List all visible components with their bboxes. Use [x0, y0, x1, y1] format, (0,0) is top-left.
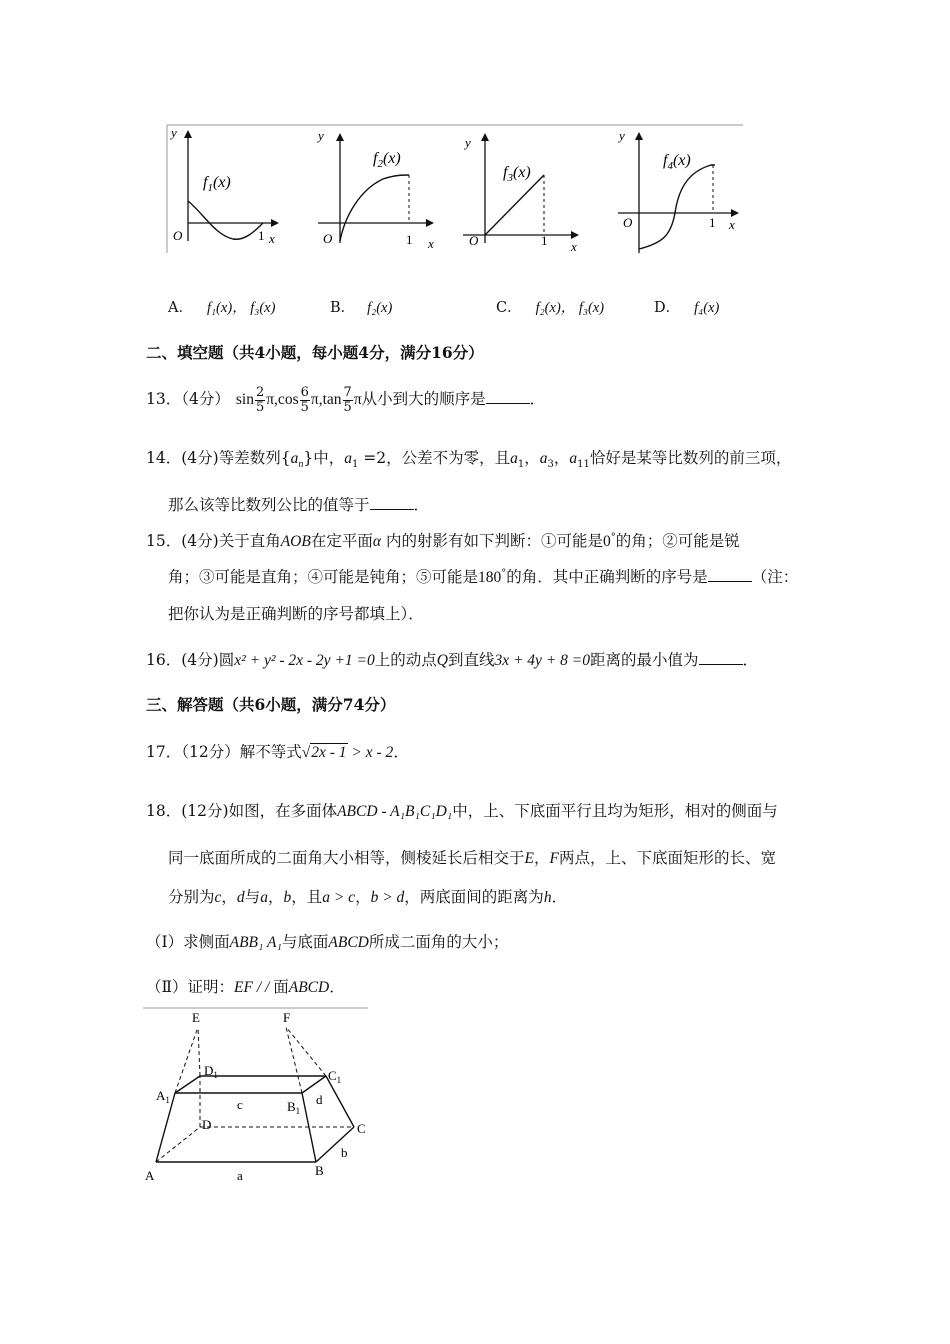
question-15-line2: 角；③可能是直角；④可能是钝角；⑤可能是180°的角．其中正确判断的序号是 （注：	[168, 567, 799, 586]
vertex-c1-label: $C_1$	[328, 1068, 342, 1085]
polyhedron-figure	[140, 1005, 380, 1190]
x-axis-label: x	[729, 217, 735, 232]
graph-f1	[169, 125, 279, 246]
vertex-b1-label: $B_1$	[287, 1099, 301, 1116]
f3-label: $f_3(x)$	[503, 164, 531, 184]
section-solutions-title: 三、解答题（共6小题，满分74分）	[146, 695, 396, 714]
f4-label: $f_4(x)$	[663, 152, 691, 172]
option-a: A． f₁(x)， f₃(x)	[168, 300, 276, 316]
vertex-d-label: D	[202, 1117, 212, 1132]
function-graphs-figure	[163, 123, 747, 258]
y-axis-label: y	[171, 125, 177, 140]
question-17: 17．（12分）解不等式√2x - 1 > x - 2．	[146, 743, 409, 761]
vertex-f-label: F	[283, 1010, 291, 1025]
edge-d-label: d	[316, 1092, 323, 1107]
answer-blank	[708, 567, 752, 582]
vertex-c-label: C	[357, 1121, 366, 1136]
x-axis-label: x	[571, 239, 577, 254]
origin-label: O	[323, 231, 333, 246]
question-15: 15．(4分)关于直角AOB在定平面α 内的射影有如下判断：①可能是0°的角；②可能是锐	[146, 531, 740, 550]
tick-one-label: 1	[541, 233, 548, 248]
y-axis-label: y	[318, 128, 324, 143]
graph-f2	[316, 128, 434, 251]
f1-label: $f_1(x)$	[203, 174, 231, 194]
edge-a-label: a	[237, 1168, 243, 1183]
tick-one-label: 1	[258, 228, 265, 243]
answer-blank	[486, 389, 530, 404]
vertex-d1-label: $D_1$	[204, 1063, 218, 1080]
question-16: 16．(4分)圆x² + y² - 2x - 2y +1 =0上的动点Q到直线3x + 4y + 8 =0距离的最小值为 ．	[146, 651, 759, 669]
option-d: D． f₄(x)	[654, 300, 720, 316]
answer-blank	[370, 495, 414, 510]
origin-label: O	[173, 228, 183, 243]
x-axis-label: x	[269, 231, 275, 246]
edge-b-label: b	[341, 1145, 348, 1160]
question-18-line3: 分别为c，d与a，b，且a > c，b > d，两底面间的距离为h．	[168, 888, 568, 906]
vertex-b-label: B	[315, 1163, 324, 1178]
section-fill-in-title: 二、填空题（共4小题，每小题4分，满分16分）	[146, 343, 484, 362]
tick-one-label: 1	[709, 215, 716, 230]
x-axis-label: x	[428, 236, 434, 251]
question-13: 13．（4分） sin $\frac{2}{5}$ π,cos $\frac{6}{5}$ π,tan $\frac{7}{5}$ π从小到大的顺序是 ．	[146, 384, 546, 415]
question-18-part1: （Ⅰ）求侧面ABB₁ A₁与底面ABCD所成二面角的大小；	[146, 933, 509, 951]
origin-label: O	[469, 233, 479, 248]
option-b: B． f₂(x)	[330, 300, 393, 316]
vertex-a-label: A	[145, 1168, 155, 1183]
question-18-part2: （Ⅱ）证明：EF / / 面ABCD．	[146, 978, 345, 996]
origin-label: O	[623, 215, 633, 230]
edge-c-label: c	[237, 1097, 243, 1112]
question-15-line3: 把你认为是正确判断的序号都填上）．	[168, 605, 424, 623]
vertex-e-label: E	[192, 1010, 200, 1025]
question-14: 14．(4分)等差数列$\{a_n\}$中，$a_1 =2$，公差不为零，且$a_1$，$a_3$，$a_{11}$恰好是某等比数列的前三项，	[146, 449, 792, 471]
y-axis-label: y	[619, 128, 625, 143]
tick-one-label: 1	[406, 232, 413, 247]
graph-f4	[617, 128, 739, 253]
vertex-a1-label: $A_1$	[156, 1088, 170, 1105]
graph-f3	[463, 133, 579, 254]
f2-label: $f_2(x)$	[373, 150, 401, 170]
question-14-line2: 那么该等比数列公比的值等于 ．	[168, 496, 430, 514]
answer-blank	[699, 650, 743, 665]
question-18-line2: 同一底面所成的二面角大小相等，侧棱延长后相交于E，F两点，上、下底面矩形的长、宽	[168, 849, 776, 867]
question-18: 18．(12分)如图，在多面体ABCD - A₁B₁C₁D₁中，上、下底面平行且均为矩形，相对的侧面与	[146, 802, 778, 820]
y-axis-label: y	[465, 135, 471, 150]
option-c: C． f₂(x)， f₃(x)	[496, 300, 605, 316]
